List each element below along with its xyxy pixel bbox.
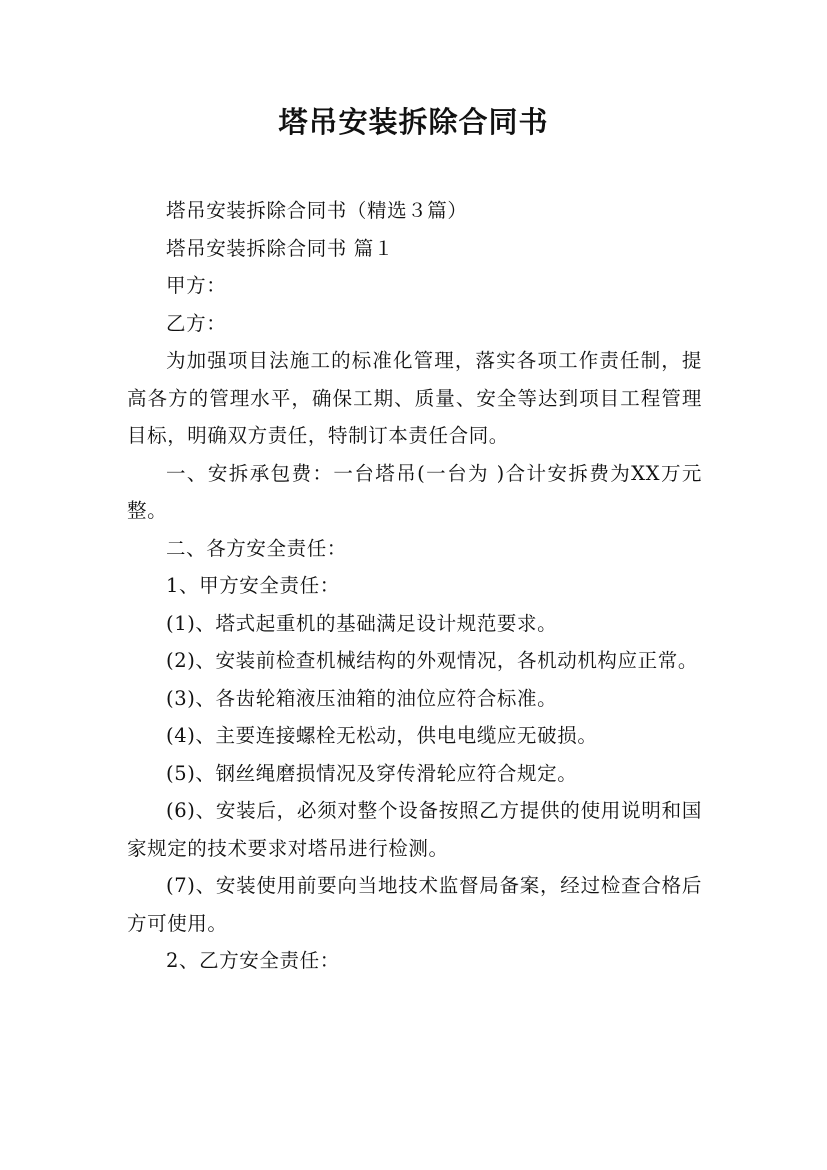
paragraph-item-2: (2)、安装前检查机械结构的外观情况，各机动机构应正常。 xyxy=(166,649,698,672)
document-title: 塔吊安装拆除合同书 xyxy=(278,105,549,139)
paragraph-section-heading: 塔吊安装拆除合同书 篇１ xyxy=(166,236,394,260)
paragraph-party-a: 甲方： xyxy=(166,274,227,297)
paragraph-item-7: (7)、安装使用前要向当地技术监督局备案，经过检查合格后方可使用。 xyxy=(127,874,702,935)
paragraph-preamble: 为加强项目法施工的标准化管理，落实各项工作责任制，提高各方的管理水平，确保工期、质量、安全等达到项目工程管理目标，明确双方责任，特制订本责任合同。 xyxy=(127,349,702,447)
paragraph-item-3: (3)、各齿轮箱液压油箱的油位应符合标准。 xyxy=(166,686,558,710)
paragraph-party-b-duties: 2、乙方安全责任： xyxy=(166,949,340,972)
paragraph-party-b: 乙方： xyxy=(166,311,227,335)
paragraph-clause-1: 一、安拆承包费：一台塔吊(一台为 )合计安拆费为XX万元整。 xyxy=(127,461,702,522)
paragraph-clause-2: 二、各方安全责任： xyxy=(166,536,347,560)
paragraph-item-4: (4)、主要连接螺栓无松动，供电电缆应无破损。 xyxy=(166,724,598,747)
paragraph-item-6: (6)、安装后，必须对整个设备按照乙方提供的使用说明和国家规定的技术要求对塔吊进行检测。 xyxy=(127,799,702,860)
document-body xyxy=(127,192,702,980)
paragraph-item-5: (5)、钢丝绳磨损情况及穿传滑轮应符合规定。 xyxy=(166,761,578,785)
paragraph-subtitle: 塔吊安装拆除合同书（精选３篇） xyxy=(166,199,468,222)
paragraph-item-1: (1)、塔式起重机的基础满足设计规范要求。 xyxy=(166,611,558,635)
paragraph-party-a-duties: 1、甲方安全责任： xyxy=(166,574,340,597)
